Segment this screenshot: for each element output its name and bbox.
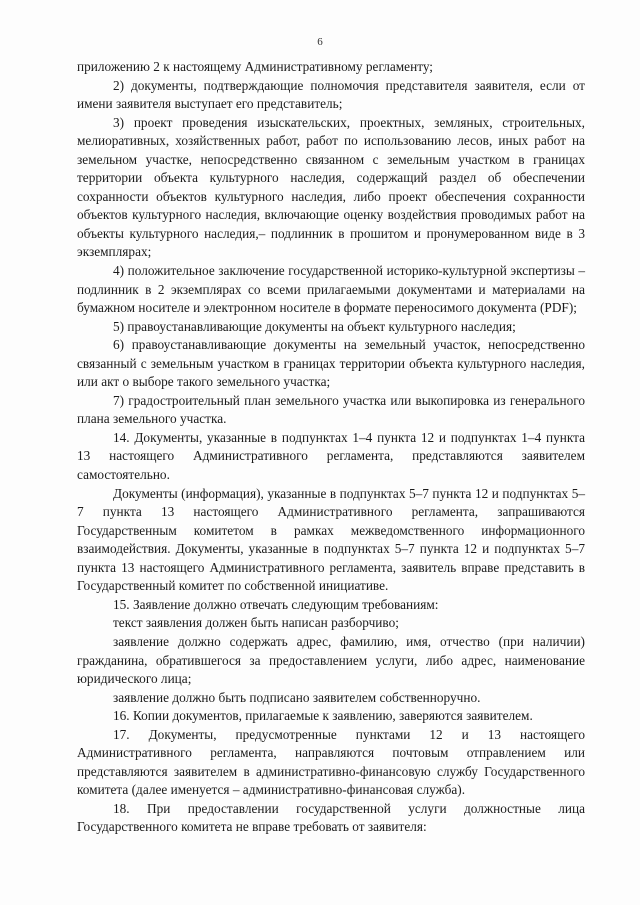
paragraph-requirement-legible: текст заявления должен быть написан разборчиво; <box>113 615 399 631</box>
paragraph-item-3: 3) проект проведения изыскательских, проектных, земляных, строительных, мелиоративных, хозяйственных работ, работ по использованию лесов, иных работ на земельном участке, непосредственно связанном с земельным участком в границах территории объекта культурного наследия, содержащий раздел об обеспечении сохранности объектов культурного наследия, либо проект обеспечения сохранности объектов культурного наследия, включающие оценку воздействия проводимых работ на объекты культурного наследия,– подлинник в прошитом и пронумерованном виде в 3 экземплярах; <box>77 114 585 260</box>
paragraph-requirement-address: заявление должно содержать адрес, фамилию, имя, отчество (при наличии) гражданина, обратившегося за предоставлением услуги, либо адрес, наименование юридического лица; <box>77 633 585 687</box>
paragraph-clause-18: 18. При предоставлении государственной услуги должностные лица Государственного комитета не вправе требовать от заявителя: <box>77 800 585 835</box>
page-number: 6 <box>317 36 323 48</box>
paragraph-item-5: 5) правоустанавливающие документы на объект культурного наследия; <box>113 318 516 334</box>
paragraph-item-2: 2) документы, подтверждающие полномочия представителя заявителя, если от имени заявителя выступает его представитель; <box>77 77 585 112</box>
paragraph-continuation: приложению 2 к настоящему Административному регламенту; <box>77 59 434 74</box>
paragraph-clause-17: 17. Документы, предусмотренные пунктами 12 и 13 настоящего Административного регламента, направляются почтовым отправлением или представляются заявителем в административно-финансовую службу Государственного комитета (далее именуется – административно-финансовая служба). <box>77 726 585 798</box>
document-body <box>77 58 585 837</box>
paragraph-item-7: 7) градостроительный план земельного участка или выкопировка из генерального плана земельного участка. <box>77 392 585 427</box>
paragraph-clause-15: 15. Заявление должно отвечать следующим требованиям: <box>113 596 439 612</box>
paragraph-requirement-signature: заявление должно быть подписано заявителем собственноручно. <box>113 689 481 705</box>
paragraph-clause-14: 14. Документы, указанные в подпунктах 1–4 пункта 12 и подпунктах 1–4 пункта 13 настоящего Административного регламента, представляются заявителем самостоятельно. <box>77 429 585 483</box>
paragraph-clause-16: 16. Копии документов, прилагаемые к заявлению, заверяются заявителем. <box>113 708 533 724</box>
paragraph-clause-14-documents: Документы (информация), указанные в подпунктах 5–7 пункта 12 и подпунктах 5–7 пункта 13 настоящего Административного регламента, запрашиваются Государственным комитетом в рамках межведомственного информационного взаимодействия. Документы, указанные в подпунктах 5–7 пункта 12 и подпунктах 5–7 пункта 13 настоящего Административного регламента, заявитель вправе представить в Государственный комитет по собственной инициативе. <box>77 485 585 594</box>
paragraph-item-4: 4) положительное заключение государственной историко-культурной экспертизы – подлинник в 2 экземплярах со всеми прилагаемыми документами и материалами на бумажном носителе и электронном носителе в формате переносимого документа (PDF); <box>77 263 585 316</box>
paragraph-item-6: 6) правоустанавливающие документы на земельный участок, непосредственно связанный с земельным участком в границах территории объекта культурного наследия, или акт о выборе такого земельного участка; <box>77 337 585 390</box>
